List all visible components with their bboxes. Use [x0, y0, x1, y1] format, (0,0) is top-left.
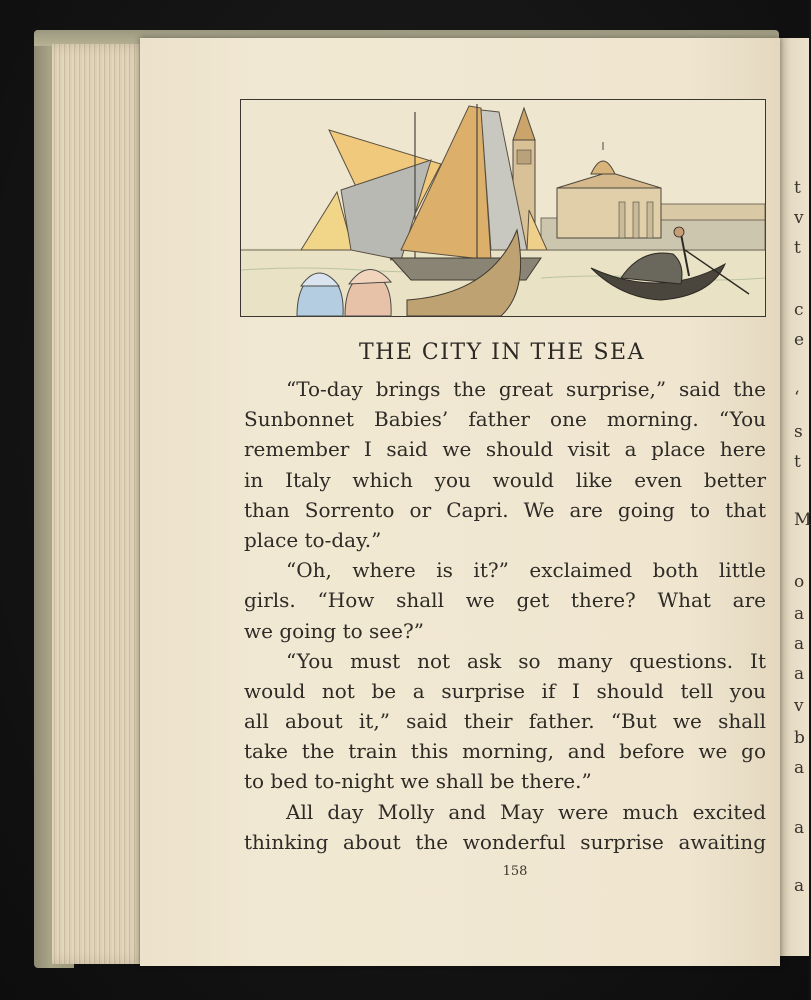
text-line: to bed to-night we shall be there.”	[244, 769, 592, 794]
next-page-letter: c	[794, 300, 804, 320]
next-page-letter: s	[794, 422, 803, 442]
text-line: we going to see?”	[244, 618, 424, 643]
text-line: girls. “How shall we get there? What are	[244, 588, 766, 613]
next-page-letter: v	[794, 208, 804, 228]
text-line: thinking about the wonderful surprise awaiting	[244, 829, 766, 854]
body-text	[244, 374, 766, 857]
venice-scene-drawing	[241, 100, 765, 316]
next-page-letter: a	[794, 604, 805, 624]
text-line: place to-day.”	[244, 527, 382, 552]
next-page-letter: a	[794, 818, 805, 838]
text-line: “You must not ask so many questions. It	[286, 648, 766, 673]
text-line: All day Molly and May were much excited	[286, 799, 766, 824]
venice-illustration	[240, 99, 766, 317]
text-line: in Italy which you would like even better	[244, 467, 766, 492]
chapter-title: THE CITY IN THE SEA	[359, 340, 645, 365]
next-page-letter: a	[794, 876, 805, 896]
next-page-letter: ‘	[794, 388, 800, 408]
next-page-letter: v	[794, 696, 804, 716]
next-page-edge	[780, 38, 809, 956]
next-page-letter: b	[794, 728, 805, 748]
next-page-letter: t	[794, 238, 801, 258]
text-line: remember I said we should visit a place here	[244, 437, 766, 462]
next-page-letter: M	[794, 510, 811, 530]
next-page-letter: a	[794, 758, 805, 778]
text-line: “To-day brings the great surprise,” said the	[286, 377, 766, 401]
text-line: Sunbonnet Babies’ father one morning. “You	[244, 407, 766, 432]
next-page-letter: a	[794, 634, 805, 654]
next-page-letter: a	[794, 664, 805, 684]
next-page-letter: t	[794, 452, 801, 472]
text-line: all about it,” said their father. “But we shall	[244, 709, 766, 734]
next-page-letter: e	[794, 330, 805, 350]
text-line: “Oh, where is it?” exclaimed both little	[286, 558, 766, 583]
next-page-letter: t	[794, 178, 801, 198]
next-page-letter: o	[794, 572, 805, 592]
text-line: would not be a surprise if I should tell you	[244, 678, 766, 703]
text-line: than Sorrento or Capri. We are going to that	[244, 497, 766, 522]
page-block-edges	[52, 44, 148, 964]
text-line: take the train this morning, and before we go	[244, 739, 766, 764]
page-number: 158	[502, 864, 528, 879]
